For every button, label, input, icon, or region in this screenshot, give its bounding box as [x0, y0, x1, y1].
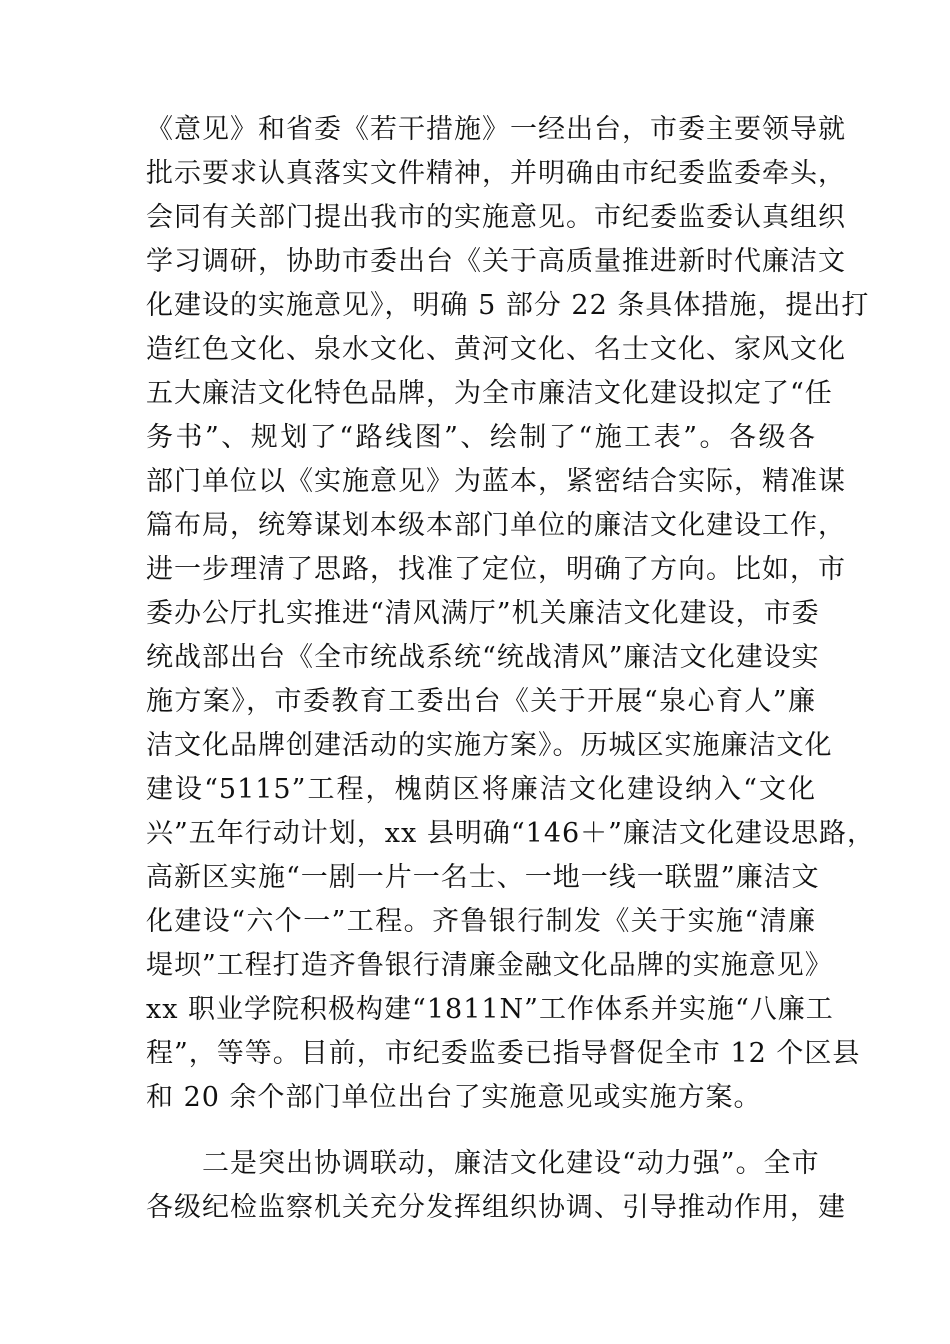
text-line: 《意见》和省委《若干措施》一经出台，市委主要领导就 — [146, 114, 846, 145]
text-line: 统战部出台《全市统战系统“统战清风”廉洁文化建设实 — [146, 642, 820, 673]
text-line: 进一步理清了思路，找准了定位，明确了方向。比如，市 — [146, 554, 846, 585]
text-line: 化建设“六个一”工程。齐鲁银行制发《关于实施“清廉 — [146, 906, 816, 937]
text-line: 部门单位以《实施意见》为蓝本，紧密结合实际，精准谋 — [146, 466, 846, 497]
text-line: 各级纪检监察机关充分发挥组织协调、引导推动作用，建 — [146, 1192, 846, 1223]
text-line: 兴”五年行动计划，xx 县明确“146＋”廉洁文化建设思路， — [146, 818, 875, 849]
text-line: 委办公厅扎实推进“清风满厅”机关廉洁文化建设，市委 — [146, 598, 820, 629]
text-line: 堤坝”工程打造齐鲁银行清廉金融文化品牌的实施意见》 — [146, 950, 833, 981]
text-line: 建设“5115”工程，槐荫区将廉洁文化建设纳入“文化 — [146, 774, 816, 805]
text-line: 务书”、规划了“路线图”、绘制了“施工表”。各级各 — [146, 422, 816, 453]
text-line: 高新区实施“一剧一片一名士、一地一线一联盟”廉洁文 — [146, 862, 820, 893]
text-line: 和 20 余个部门单位出台了实施意见或实施方案。 — [146, 1082, 762, 1113]
text-line: xx 职业学院积极构建“1811N”工作体系并实施“八廉工 — [146, 994, 834, 1025]
text-line: 施方案》，市委教育工委出台《关于开展“泉心育人”廉 — [146, 686, 816, 717]
text-line: 程”，等等。目前，市纪委监委已指导督促全市 12 个区县 — [146, 1038, 861, 1069]
text-line: 洁文化品牌创建活动的实施方案》。历城区实施廉洁文化 — [146, 730, 833, 761]
text-line: 会同有关部门提出我市的实施意见。市纪委监委认真组织 — [146, 202, 846, 233]
text-line: 二是突出协调联动，廉洁文化建设“动力强”。全市 — [202, 1148, 820, 1179]
text-line: 造红色文化、泉水文化、黄河文化、名士文化、家风文化 — [146, 334, 846, 365]
text-line: 化建设的实施意见》，明确 5 部分 22 条具体措施，提出打 — [146, 290, 870, 321]
text-line: 批示要求认真落实文件精神，并明确由市纪委监委牵头， — [146, 158, 846, 189]
text-line: 篇布局，统筹谋划本级本部门单位的廉洁文化建设工作， — [146, 510, 846, 541]
text-line: 学习调研，协助市委出台《关于高质量推进新时代廉洁文 — [146, 246, 846, 277]
text-line: 五大廉洁文化特色品牌，为全市廉洁文化建设拟定了“任 — [146, 378, 833, 409]
